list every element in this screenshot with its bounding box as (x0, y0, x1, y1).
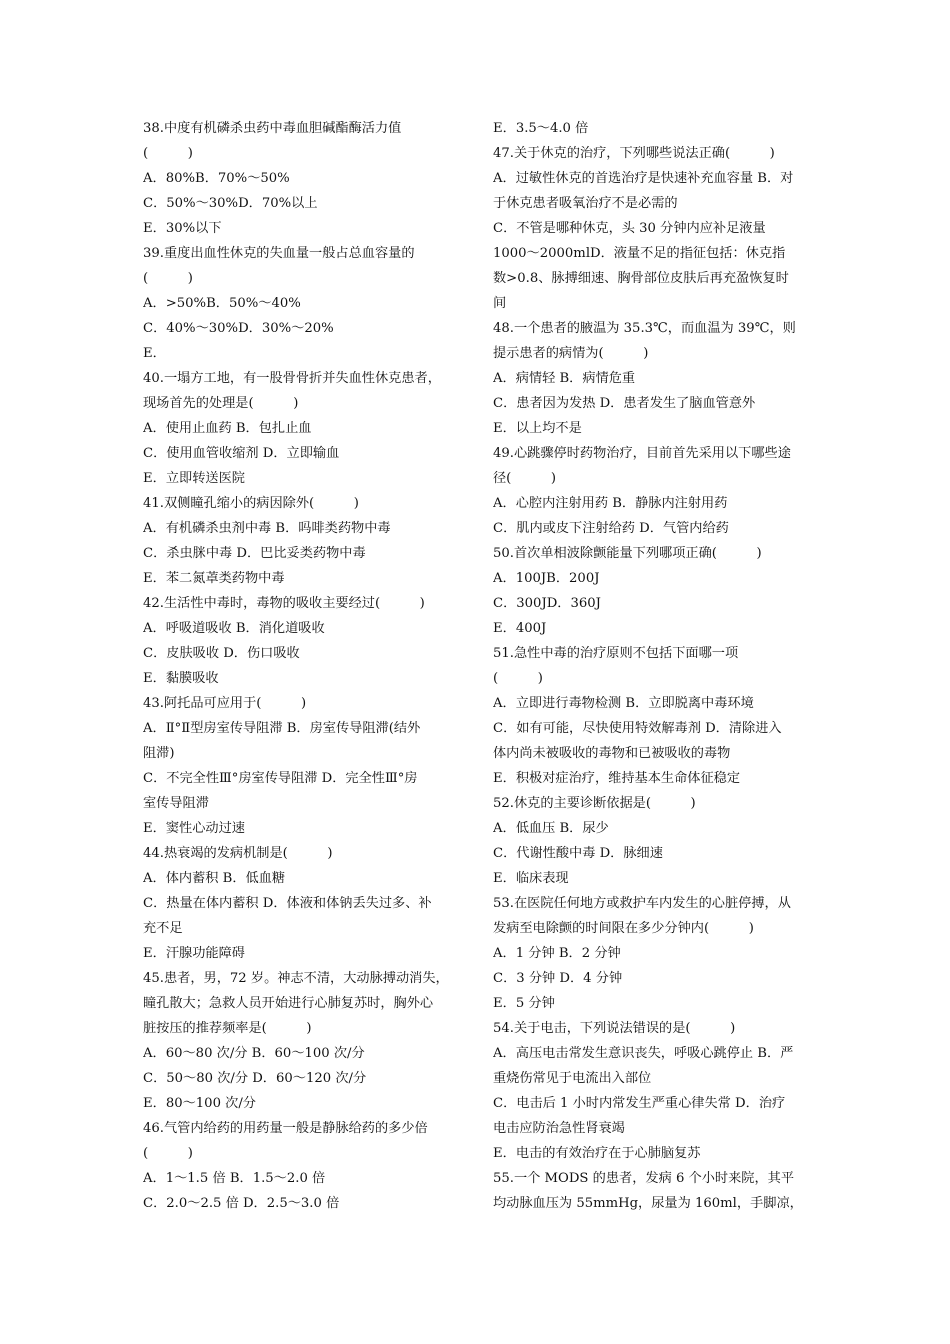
text-line: C．电击后 1 小时内常发生严重心律失常 D．治疗 (493, 1096, 786, 1111)
text-line: A．60～80 次/分 B．60～100 次/分 (143, 1046, 365, 1061)
text-line: A．体内蓄积 B．低血糖 (143, 871, 286, 886)
text-line: A．病情轻 B．病情危重 (493, 371, 636, 386)
text-line: 50.首次单相波除颤能量下列哪项正确( ) (493, 546, 762, 561)
text-line: C．皮肤吸收 D．伤口吸收 (143, 646, 300, 661)
text-line: 间 (493, 296, 507, 311)
text-line: A．80%B．70%～50% (143, 171, 290, 186)
text-line: 39.重度出血性休克的失血量一般占总血容量的 (143, 246, 415, 261)
text-line: 室传导阻滞 (143, 796, 209, 811)
text-line: 充不足 (143, 921, 183, 936)
text-line: 44.热衰竭的发病机制是( ) (143, 846, 333, 861)
text-line: C．不管是哪种休克，头 30 分钟内应补足液量 (493, 221, 766, 236)
text-line: E．积极对症治疗，维持基本生命体征稳定 (493, 771, 740, 786)
text-line: 瞳孔散大；急救人员开始进行心肺复苏时，胸外心 (143, 996, 434, 1011)
text-line: E．电击的有效治疗在于心肺脑复苏 (493, 1146, 701, 1161)
text-line: 54.关于电击，下列说法错误的是( ) (493, 1021, 736, 1036)
text-line: A．有机磷杀虫剂中毒 B．吗啡类药物中毒 (143, 521, 391, 536)
text-line: C．2.0～2.5 倍 D．2.5～3.0 倍 (143, 1196, 340, 1211)
text-line: 48.一个患者的腋温为 35.3℃，而血温为 39℃，则 (493, 321, 796, 336)
text-line: A．使用止血药 B．包扎止血 (143, 421, 312, 436)
text-line: 47.关于休克的治疗，下列哪些说法正确( ) (493, 146, 775, 161)
text-line: E．30%以下 (143, 221, 222, 236)
text-line: 脏按压的推荐频率是( ) (143, 1021, 312, 1036)
text-line: 46.气管内给药的用药量一般是静脉给药的多少倍 (143, 1121, 428, 1136)
text-line: A．低血压 B．尿少 (493, 821, 609, 836)
text-line: E． (143, 346, 166, 361)
text-line: A．过敏性休克的首选治疗是快速补充血容量 B．对 (493, 171, 794, 186)
text-line: C．热量在体内蓄积 D．体液和体钠丢失过多、补 (143, 896, 432, 911)
text-line: E．以上均不是 (493, 421, 582, 436)
text-line: ( ) (143, 1146, 193, 1161)
left-column (143, 116, 463, 1216)
text-line: 41.双侧瞳孔缩小的病因除外( ) (143, 496, 359, 511)
text-line: E．立即转送医院 (143, 471, 245, 486)
text-line: 52.休克的主要诊断依据是( ) (493, 796, 696, 811)
text-line: 数>0.8、脉搏细速、胸骨部位皮肤后再充盈恢复时 (493, 271, 789, 286)
text-line: E．3.5～4.0 倍 (493, 121, 589, 136)
text-line: C．肌内或皮下注射给药 D．气管内给药 (493, 521, 729, 536)
text-line: E．400J (493, 621, 547, 636)
text-line: E．80～100 次/分 (143, 1096, 256, 1111)
text-line: 49.心跳骤停时药物治疗，目前首先采用以下哪些途 (493, 446, 791, 461)
text-line: 径( ) (493, 471, 557, 486)
text-line: C．300JD．360J (493, 596, 601, 611)
text-line: C．患者因为发热 D．患者发生了脑血管意外 (493, 396, 756, 411)
text-line: 43.阿托品可应用于( ) (143, 696, 307, 711)
text-line: E．5 分钟 (493, 996, 555, 1011)
text-line: 1000～2000mlD．液量不足的指征包括：休克指 (493, 246, 786, 261)
text-line: 40.一塌方工地，有一股骨骨折并失血性休克患者， (143, 371, 441, 386)
text-line: 55.一个 MODS 的患者，发病 6 个小时来院，其平 (493, 1171, 795, 1186)
text-line: 现场首先的处理是( ) (143, 396, 299, 411)
text-line: 于休克患者吸氧治疗不是必需的 (493, 196, 678, 211)
text-line: C．50%～30%D．70%以上 (143, 196, 318, 211)
text-line: E．窦性心动过速 (143, 821, 245, 836)
text-line: E．临床表现 (493, 871, 569, 886)
text-line: C．如有可能，尽快使用特效解毒剂 D．清除进入 (493, 721, 782, 736)
text-line: C．代谢性酸中毒 D．脉细速 (493, 846, 663, 861)
text-line: 电击应防治急性肾衰竭 (493, 1121, 625, 1136)
text-line: ( ) (143, 271, 193, 286)
text-line: 均动脉血压为 55mmHg，尿量为 160ml，手脚凉， (493, 1196, 803, 1211)
text-line: A．呼吸道吸收 B．消化道吸收 (143, 621, 325, 636)
text-line: C．3 分钟 D．4 分钟 (493, 971, 623, 986)
text-line: A．>50%B．50%～40% (143, 296, 301, 311)
text-line: A．立即进行毒物检测 B．立即脱离中毒环境 (493, 696, 754, 711)
text-line: ( ) (143, 146, 193, 161)
text-line: E．黏膜吸收 (143, 671, 219, 686)
text-line: C．不完全性Ⅲ°房室传导阻滞 D．完全性Ⅲ°房 (143, 771, 418, 786)
text-line: 重烧伤常见于电流出入部位 (493, 1071, 652, 1086)
text-line: 38.中度有机磷杀虫药中毒血胆碱酯酶活力值 (143, 121, 402, 136)
text-line: A．心腔内注射用药 B．静脉内注射用药 (493, 496, 728, 511)
text-line: C．使用血管收缩剂 D．立即输血 (143, 446, 340, 461)
text-line: A．Ⅱ°Ⅱ型房室传导阻滞 B．房室传导阻滞(结外 (143, 721, 421, 736)
right-column (493, 116, 813, 1216)
text-line: 发病至电除颤的时间限在多少分钟内( ) (493, 921, 754, 936)
text-line: 体内尚未被吸收的毒物和已被吸收的毒物 (493, 746, 731, 761)
text-line: 51.急性中毒的治疗原则不包括下面哪一项 (493, 646, 739, 661)
text-line: A．100JB．200J (493, 571, 600, 586)
text-line: C．50～80 次/分 D．60～120 次/分 (143, 1071, 367, 1086)
text-line: 53.在医院任何地方或救护车内发生的心脏停搏，从 (493, 896, 791, 911)
text-line: 45.患者，男，72 岁。神志不清，大动脉搏动消失， (143, 971, 449, 986)
text-line: A．1 分钟 B．2 分钟 (493, 946, 621, 961)
text-line: C．40%～30%D．30%～20% (143, 321, 334, 336)
text-line: ( ) (493, 671, 543, 686)
text-line: 42.生活性中毒时，毒物的吸收主要经过( ) (143, 596, 425, 611)
text-line: E．苯二氮䓬类药物中毒 (143, 571, 285, 586)
text-line: A．1～1.5 倍 B．1.5～2.0 倍 (143, 1171, 326, 1186)
text-line: 阻滞) (143, 746, 175, 761)
text-line: E．汗腺功能障碍 (143, 946, 245, 961)
text-line: C．杀虫脒中毒 D．巴比妥类药物中毒 (143, 546, 366, 561)
text-line: 提示患者的病情为( ) (493, 346, 649, 361)
text-line: A．高压电击常发生意识丧失，呼吸心跳停止 B．严 (493, 1046, 794, 1061)
